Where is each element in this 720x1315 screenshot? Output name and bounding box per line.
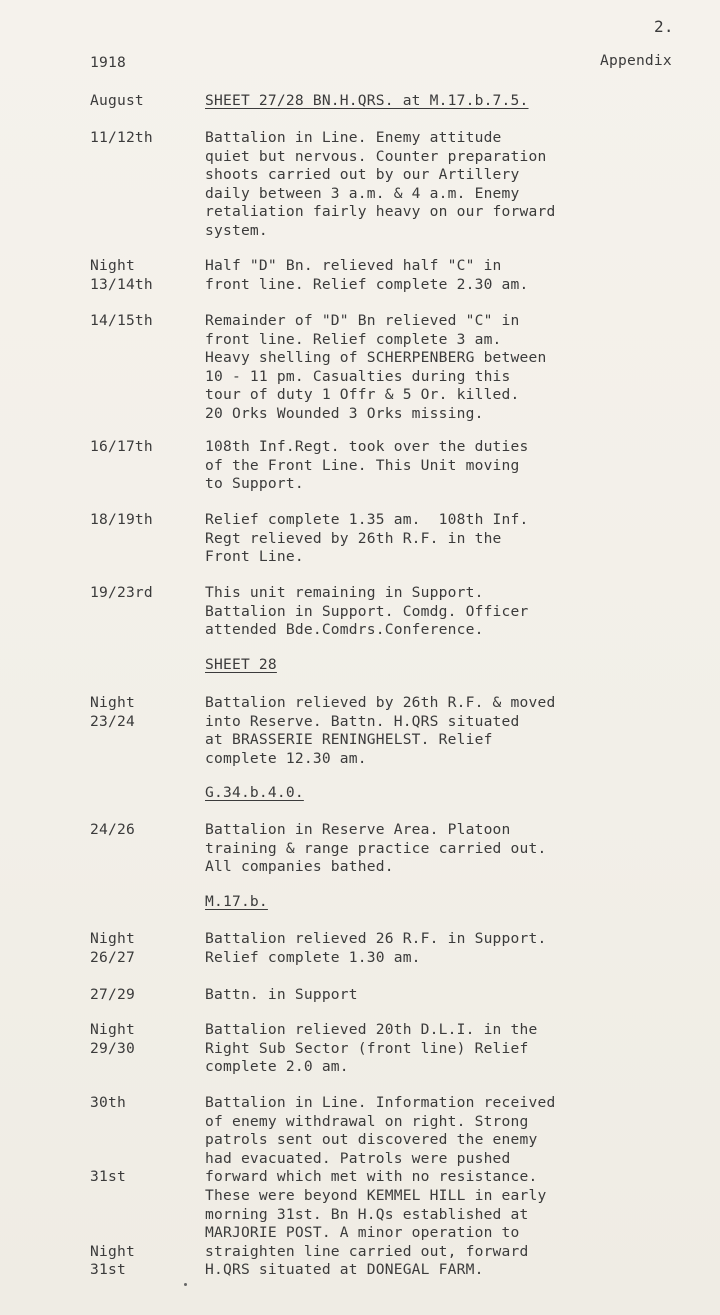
sheet-heading: SHEET 27/28 BN.H.QRS. at M.17.b.7.5. [205, 92, 529, 109]
entry-date: 16/17th [90, 438, 153, 455]
sheet-28-heading: SHEET 28 [205, 656, 277, 673]
page-number: 2. [654, 17, 674, 36]
entry-text: Remainder of "D" Bn relieved "C" in front line. Relief complete 3 am. Heavy shelling of SCHERPENBERG between 10 - 11 pm. Casualties during this tour of duty 1 Offr & 5 Or. killed. 20 Orks Wounded 3 Orks missing. [205, 312, 547, 422]
entry-text: 108th Inf.Regt. took over the duties of the Front Line. This Unit moving to Support. [205, 438, 529, 493]
ink-mark [184, 1283, 187, 1286]
entry-date: 30th 31st Night 31st [90, 1094, 135, 1279]
entry-date: 24/26 [90, 821, 135, 838]
entry-date: Night 23/24 [90, 694, 135, 730]
entry-text: Battalion in Line. Enemy attitude quiet but nervous. Counter preparation shoots carried out by our Artillery daily between 3 a.m. & 4 a.m. Enemy retaliation fairly heavy on our forward system. [205, 129, 556, 239]
appendix-label: Appendix [600, 52, 672, 69]
entry-text: Battalion relieved 20th D.L.I. in the Right Sub Sector (front line) Relief complete 2.0 am. [205, 1021, 538, 1076]
entry-date: 27/29 [90, 986, 135, 1003]
entry-text: This unit remaining in Support. Battalion in Support. Comdg. Officer attended Bde.Comdrs.Conference. [205, 584, 529, 639]
entry-text: Relief complete 1.35 am. 108th Inf. Regt relieved by 26th R.F. in the Front Line. [205, 511, 529, 566]
entry-date: Night 29/30 [90, 1021, 135, 1057]
entry-date: 19/23rd [90, 584, 153, 601]
entry-date: 18/19th [90, 511, 153, 528]
entry-date: 14/15th [90, 312, 153, 329]
entry-date: Night 26/27 [90, 930, 135, 966]
month: August [90, 92, 144, 109]
entry-text: Battalion in Reserve Area. Platoon training & range practice carried out. All companies bathed. [205, 821, 547, 876]
grid-reference-heading: M.17.b. [205, 893, 268, 910]
entry-text: Battalion relieved by 26th R.F. & moved into Reserve. Battn. H.QRS situated at BRASSERIE RENINGHELST. Relief complete 12.30 am. [205, 694, 556, 767]
entry-text: Battn. in Support [205, 986, 358, 1003]
entry-text: Half "D" Bn. relieved half "C" in front line. Relief complete 2.30 am. [205, 257, 529, 293]
year: 1918 [90, 54, 126, 71]
grid-reference-heading: G.34.b.4.0. [205, 784, 304, 801]
entry-text: Battalion in Line. Information received of enemy withdrawal on right. Strong patrols sent out discovered the enemy had evacuated. Patrols were pushed forward which met with no resistance. These were beyond KEMMEL HILL in early morning 31st. Bn H.Qs established at MARJORIE POST. A minor operation to straighten line carried out, forward H.QRS situated at DONEGAL FARM. [205, 1094, 556, 1279]
entry-date: 11/12th [90, 129, 153, 146]
entry-date: Night 13/14th [90, 257, 153, 293]
entry-text: Battalion relieved 26 R.F. in Support. Relief complete 1.30 am. [205, 930, 547, 966]
